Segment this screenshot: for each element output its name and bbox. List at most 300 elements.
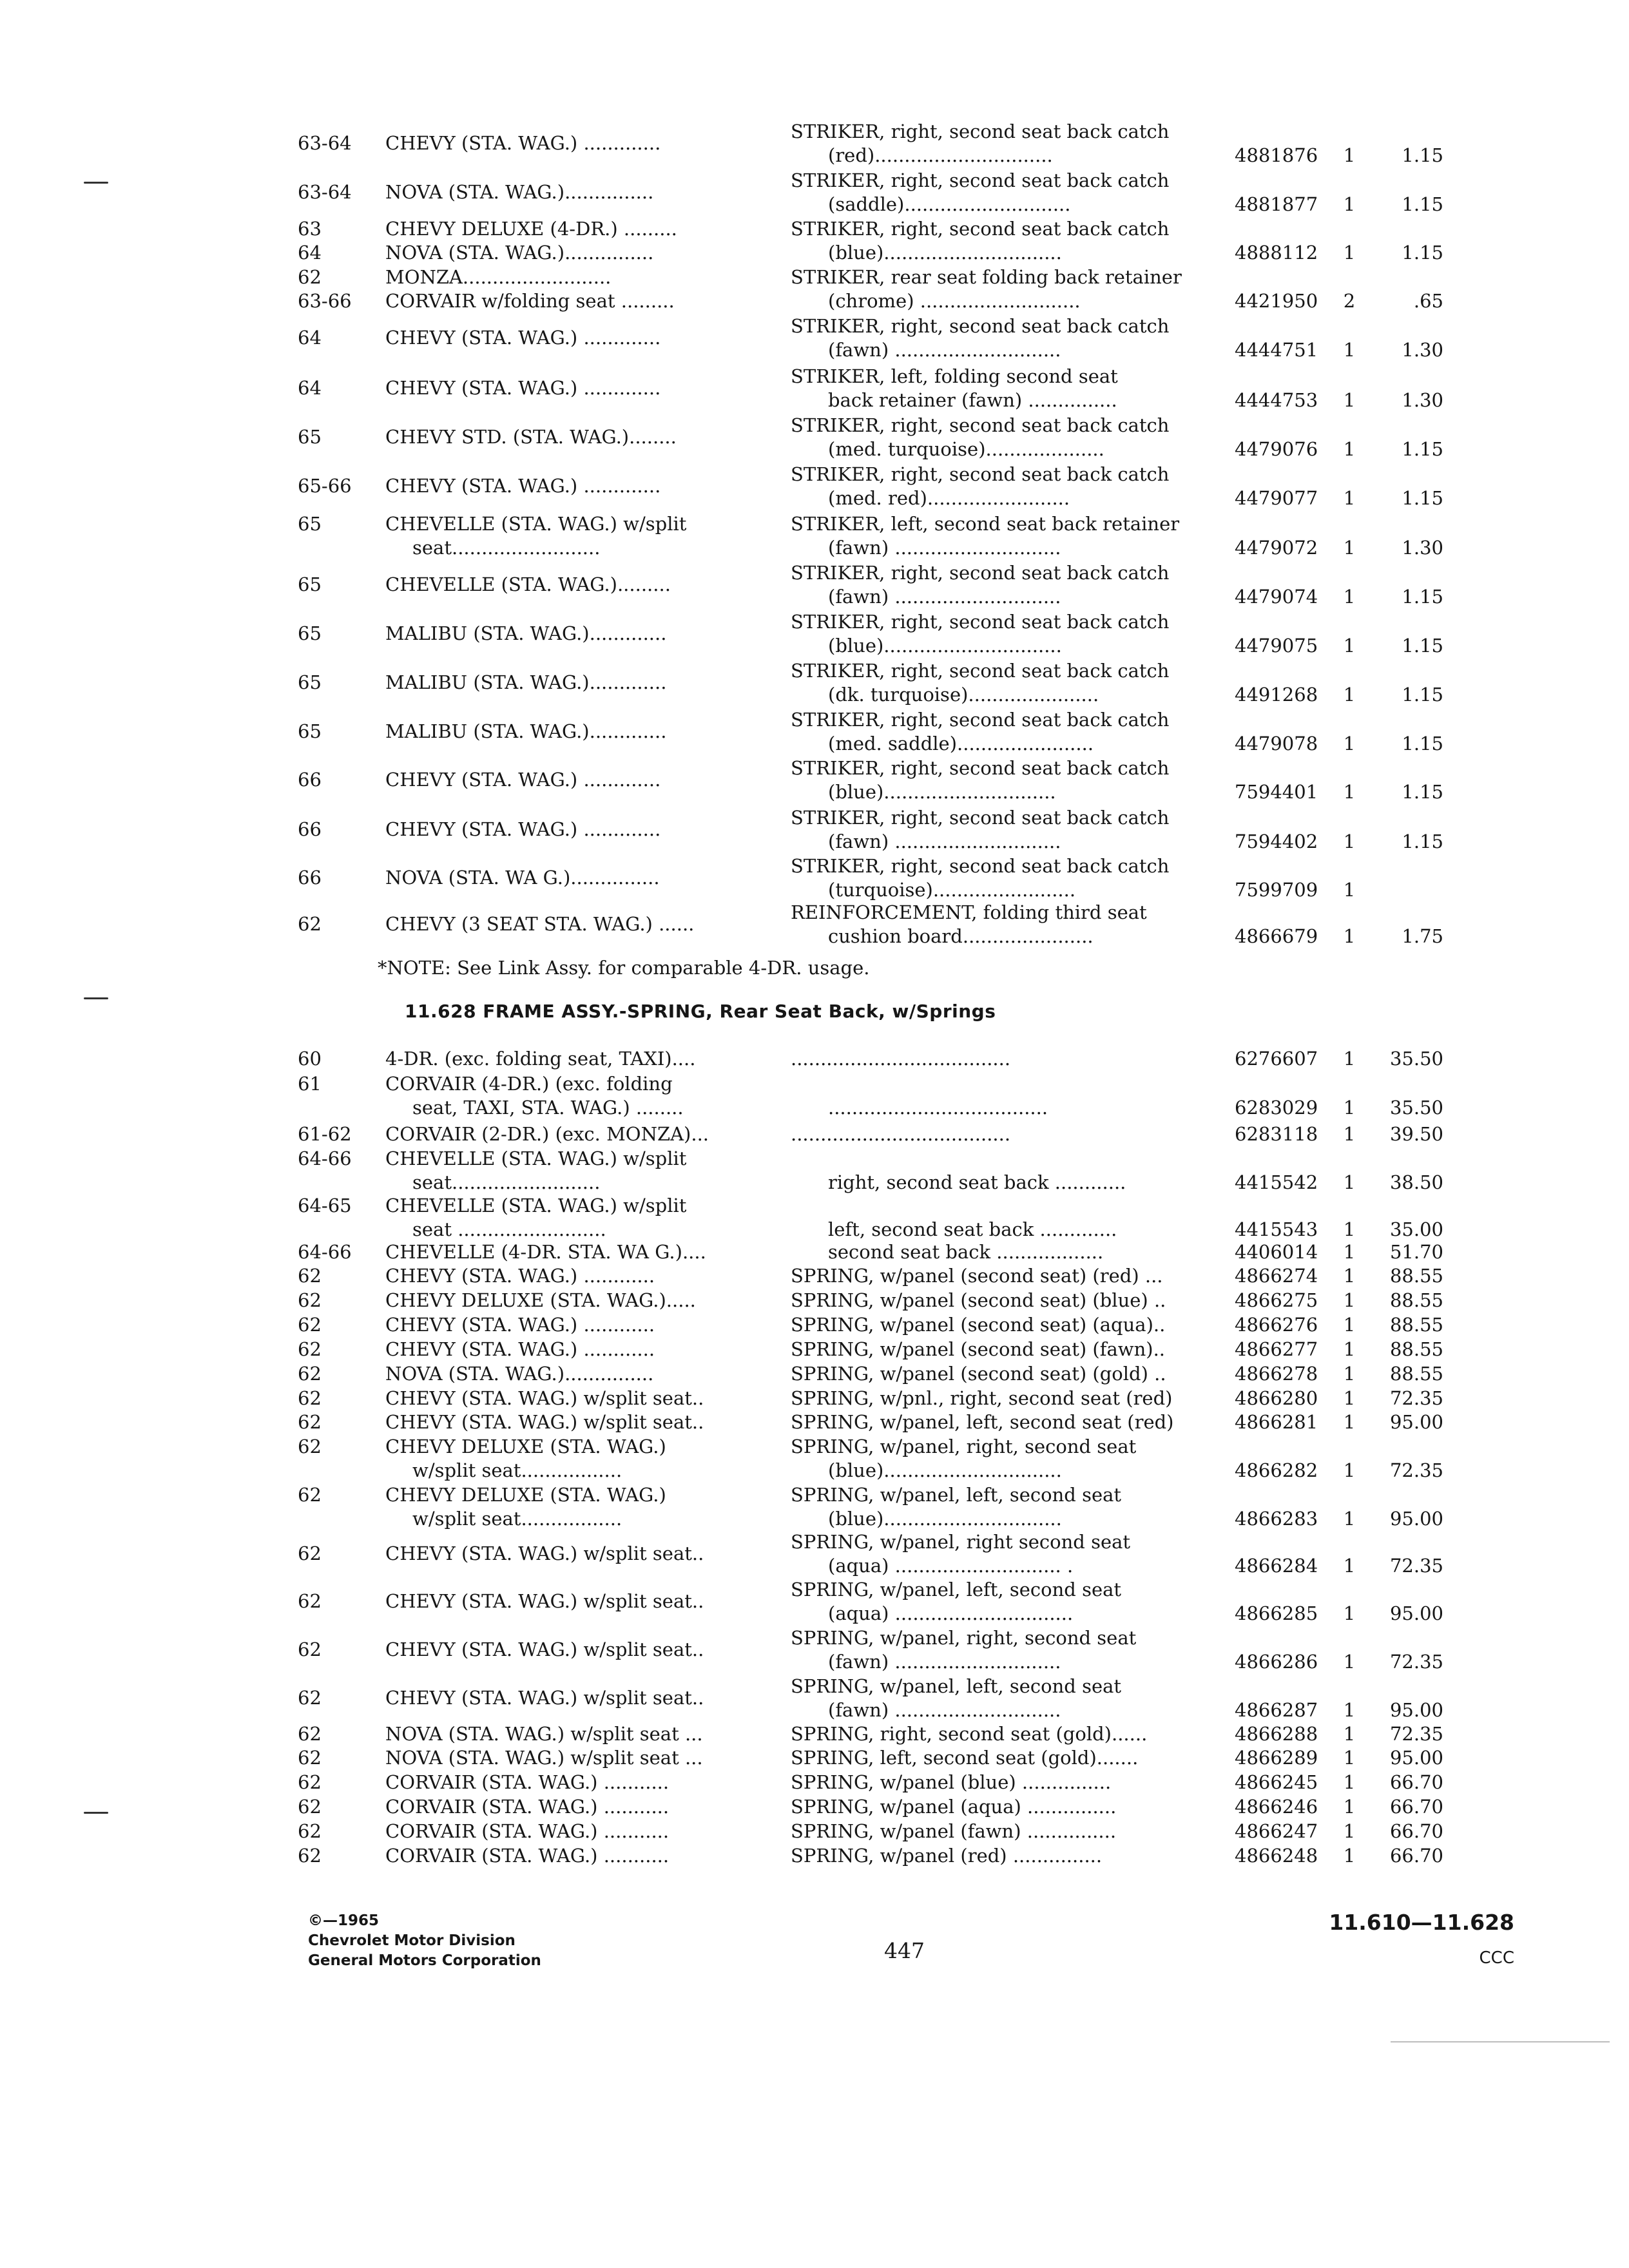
price: 72.35 xyxy=(1389,1387,1443,1409)
model-cell xyxy=(385,1072,754,1120)
year-value: 62 xyxy=(298,266,322,288)
model-cell xyxy=(385,573,754,597)
year-value: 62 xyxy=(298,1639,322,1660)
description-cell xyxy=(791,169,1210,216)
year-value: 62 xyxy=(298,1820,322,1842)
description-cell xyxy=(791,1530,1210,1578)
punch-mark xyxy=(84,1812,108,1814)
price: 88.55 xyxy=(1389,1265,1443,1287)
model-line: 4-DR. (exc. folding seat, TAXI).... xyxy=(385,1048,696,1070)
price: 1.15 xyxy=(1402,733,1443,754)
part-number: 4479074 xyxy=(1235,586,1318,608)
year-value: 63-64 xyxy=(298,181,352,203)
model-line: MALIBU (STA. WAG.)............. xyxy=(385,622,667,644)
description-cell xyxy=(791,1313,1210,1337)
quantity: 1 xyxy=(1343,1314,1356,1336)
description-cell xyxy=(791,1435,1210,1483)
model-line: CHEVY (STA. WAG.) ............ xyxy=(385,1265,655,1287)
part-number: 7594402 xyxy=(1235,831,1318,852)
year-value: 60 xyxy=(298,1048,322,1070)
price: 72.35 xyxy=(1389,1555,1443,1577)
description-line: (red).............................. xyxy=(828,144,1053,166)
price: 72.35 xyxy=(1389,1651,1443,1673)
model-cell xyxy=(385,1844,754,1868)
price: 51.70 xyxy=(1389,1241,1443,1263)
model-line: CHEVY (STA. WAG.) ............ xyxy=(385,1338,655,1360)
year-cell xyxy=(298,1746,322,1770)
description-line xyxy=(791,1147,1210,1171)
model-cell xyxy=(385,1435,754,1483)
description-line: second seat back .................. xyxy=(828,1241,1104,1263)
quantity: 1 xyxy=(1343,1602,1356,1624)
description-line: STRIKER, right, second seat back catch xyxy=(791,315,1170,337)
description-cell xyxy=(791,1338,1210,1361)
description-cell xyxy=(791,1722,1210,1746)
model-line: NOVA (STA. WAG.) w/split seat ... xyxy=(385,1747,703,1769)
description-cell xyxy=(791,854,1210,902)
year-value: 62 xyxy=(298,1289,322,1311)
part-number: 4866282 xyxy=(1235,1459,1318,1481)
corporation-text: General Motors Corporation xyxy=(308,1952,541,1969)
description-cell xyxy=(791,1626,1210,1674)
model-cell xyxy=(385,1722,754,1746)
part-number: 4866247 xyxy=(1235,1820,1318,1842)
part-number: 6276607 xyxy=(1235,1048,1318,1070)
year-value: 64-66 xyxy=(298,1148,352,1169)
model-cell xyxy=(385,1686,754,1710)
quantity: 1 xyxy=(1343,1338,1356,1360)
quantity: 1 xyxy=(1343,1699,1356,1721)
model-cell xyxy=(385,866,754,890)
price: 88.55 xyxy=(1389,1363,1443,1385)
model-line: CORVAIR (STA. WAG.) ........... xyxy=(385,1820,670,1842)
part-number: 4479078 xyxy=(1235,733,1318,754)
publisher-block xyxy=(308,1911,541,1971)
model-cell xyxy=(385,1771,754,1794)
quantity: 1 xyxy=(1343,586,1356,608)
description-cell xyxy=(791,1675,1210,1722)
description-cell xyxy=(791,217,1210,265)
model-line: CHEVY (STA. WAG.) ............. xyxy=(385,818,661,840)
year-cell xyxy=(298,1638,322,1662)
year-value: 64 xyxy=(298,242,322,264)
model-line: CHEVY DELUXE (STA. WAG.)..... xyxy=(385,1289,696,1311)
model-line: NOVA (STA. WA G.)............... xyxy=(385,867,660,889)
year-value: 62 xyxy=(298,1723,322,1745)
description-cell xyxy=(791,1194,1210,1242)
model-cell xyxy=(385,1795,754,1819)
description-line: SPRING, w/panel (second seat) (red) ... xyxy=(791,1265,1163,1287)
description-line: (saddle)............................ xyxy=(828,193,1071,215)
part-number: 4444751 xyxy=(1235,339,1318,361)
description-line: SPRING, left, second seat (gold)....... xyxy=(791,1747,1139,1769)
description-line: REINFORCEMENT, folding third seat xyxy=(791,901,1147,923)
model-cell xyxy=(385,1483,754,1531)
year-cell xyxy=(298,1072,322,1096)
quantity: 1 xyxy=(1343,1820,1356,1842)
model-cell xyxy=(385,1820,754,1843)
description-line: ..................................... xyxy=(791,1048,1011,1070)
punch-mark xyxy=(84,182,108,184)
price: 1.15 xyxy=(1402,586,1443,608)
year-cell xyxy=(298,818,322,841)
quantity: 1 xyxy=(1343,1771,1356,1793)
description-line: (aqua) ............................ . xyxy=(828,1555,1074,1577)
description-cell xyxy=(791,1483,1210,1531)
part-number: 6283118 xyxy=(1235,1123,1318,1145)
price: 88.55 xyxy=(1389,1314,1443,1336)
description-line: (fawn) ............................ xyxy=(828,1699,1061,1721)
year-cell xyxy=(298,1795,322,1819)
year-value: 62 xyxy=(298,1687,322,1709)
description-cell xyxy=(791,1122,1210,1146)
description-cell xyxy=(791,901,1210,948)
year-value: 65-66 xyxy=(298,475,352,497)
quantity: 1 xyxy=(1343,242,1356,264)
model-cell xyxy=(385,131,754,155)
description-line: (chrome) ........................... xyxy=(828,290,1081,312)
part-number: 4866288 xyxy=(1235,1723,1318,1745)
description-line: SPRING, w/panel (second seat) (aqua).. xyxy=(791,1314,1166,1336)
description-line: STRIKER, rear seat folding back retainer xyxy=(791,266,1182,288)
description-cell xyxy=(791,512,1210,560)
model-line: seat ......................... xyxy=(412,1218,606,1240)
model-line: CHEVY (STA. WAG.) w/split seat.. xyxy=(385,1411,704,1433)
description-line: (med. saddle)....................... xyxy=(828,733,1094,754)
description-line: STRIKER, left, folding second seat xyxy=(791,365,1118,387)
model-cell xyxy=(385,326,754,350)
year-value: 62 xyxy=(298,1845,322,1867)
part-number: 4421950 xyxy=(1235,290,1318,312)
page-number: 447 xyxy=(884,1938,925,1963)
model-cell xyxy=(385,1638,754,1662)
description-line: SPRING, w/panel (red) ............... xyxy=(791,1845,1103,1867)
price: 66.70 xyxy=(1389,1771,1443,1793)
description-line: STRIKER, right, second seat back catch xyxy=(791,218,1170,240)
model-cell xyxy=(385,671,754,695)
quantity: 1 xyxy=(1343,1508,1356,1530)
model-cell xyxy=(385,1590,754,1613)
quantity: 1 xyxy=(1343,1747,1356,1769)
model-line: CORVAIR (4-DR.) (exc. folding xyxy=(385,1073,673,1095)
description-line: STRIKER, right, second seat back catch xyxy=(791,414,1170,436)
part-number: 4881876 xyxy=(1235,144,1318,166)
part-number: 7599709 xyxy=(1235,879,1318,901)
price: 1.15 xyxy=(1402,781,1443,803)
model-cell xyxy=(385,1194,754,1242)
quantity: 1 xyxy=(1343,925,1356,947)
model-cell xyxy=(385,768,754,792)
quantity: 1 xyxy=(1343,879,1356,901)
year-value: 62 xyxy=(298,1771,322,1793)
description-line: (blue).............................. xyxy=(828,1508,1062,1530)
description-line: left, second seat back ............. xyxy=(828,1218,1117,1240)
model-line: NOVA (STA. WAG.)............... xyxy=(385,1363,654,1385)
year-value: 62 xyxy=(298,1484,322,1506)
description-line: (aqua) .............................. xyxy=(828,1602,1074,1624)
part-number: 4479077 xyxy=(1235,487,1318,509)
year-value: 63-66 xyxy=(298,290,352,312)
description-cell xyxy=(791,561,1210,609)
year-cell xyxy=(298,1483,322,1507)
year-value: 66 xyxy=(298,818,322,840)
year-cell xyxy=(298,131,352,155)
description-cell xyxy=(791,1072,1210,1120)
description-cell xyxy=(791,1147,1210,1195)
model-line: w/split seat................. xyxy=(412,1459,622,1481)
description-line: STRIKER, left, second seat back retainer xyxy=(791,513,1180,535)
model-line: CHEVELLE (4-DR. STA. WA G.).... xyxy=(385,1241,706,1263)
model-line: CHEVY (STA. WAG.) ............ xyxy=(385,1314,655,1336)
description-line: SPRING, w/panel (aqua) ............... xyxy=(791,1796,1117,1818)
model-cell xyxy=(385,425,754,449)
price: 95.00 xyxy=(1389,1747,1443,1769)
model-line: seat......................... xyxy=(412,1171,601,1193)
description-line: SPRING, w/panel, left, second seat xyxy=(791,1579,1122,1600)
model-cell xyxy=(385,1746,754,1770)
model-cell xyxy=(385,1313,754,1337)
price: 39.50 xyxy=(1389,1123,1443,1145)
year-cell xyxy=(298,912,322,936)
model-cell xyxy=(385,1047,754,1071)
description-line: (blue).............................. xyxy=(828,1459,1062,1481)
model-line: CHEVY (STA. WAG.) w/split seat.. xyxy=(385,1639,704,1660)
description-cell xyxy=(791,365,1210,412)
description-line: STRIKER, right, second seat back catch xyxy=(791,562,1170,584)
description-line: STRIKER, right, second seat back catch xyxy=(791,855,1170,877)
description-cell xyxy=(791,659,1210,707)
year-cell xyxy=(298,1313,322,1337)
description-line: back retainer (fawn) ............... xyxy=(828,389,1117,411)
part-number: 4866287 xyxy=(1235,1699,1318,1721)
part-number: 4866276 xyxy=(1235,1314,1318,1336)
quantity: 1 xyxy=(1343,1123,1356,1145)
description-cell xyxy=(791,414,1210,461)
year-cell xyxy=(298,573,322,597)
part-number: 4866248 xyxy=(1235,1845,1318,1867)
year-cell xyxy=(298,671,322,695)
description-line: ..................................... xyxy=(791,1123,1011,1145)
year-value: 62 xyxy=(298,1796,322,1818)
part-number: 4406014 xyxy=(1235,1241,1318,1263)
part-number: 4866289 xyxy=(1235,1747,1318,1769)
model-cell xyxy=(385,1542,754,1566)
description-line: (med. red)........................ xyxy=(828,487,1070,509)
quantity: 1 xyxy=(1343,1048,1356,1070)
year-cell xyxy=(298,1338,322,1361)
year-cell xyxy=(298,265,352,313)
quantity: 1 xyxy=(1343,1171,1356,1193)
description-cell xyxy=(791,1844,1210,1868)
part-number: 4866274 xyxy=(1235,1265,1318,1287)
description-cell xyxy=(791,1746,1210,1770)
description-line: SPRING, w/panel (fawn) ............... xyxy=(791,1820,1117,1842)
description-line: SPRING, w/panel (second seat) (fawn).. xyxy=(791,1338,1166,1360)
year-value: 62 xyxy=(298,1363,322,1385)
year-cell xyxy=(298,1240,352,1264)
description-cell xyxy=(791,265,1210,313)
year-value: 65 xyxy=(298,671,322,693)
quantity: 1 xyxy=(1343,1265,1356,1287)
description-line: STRIKER, right, second seat back catch xyxy=(791,807,1170,829)
part-number: 4866284 xyxy=(1235,1555,1318,1577)
part-number: 4866281 xyxy=(1235,1411,1318,1433)
year-cell xyxy=(298,1722,322,1746)
quantity: 1 xyxy=(1343,193,1356,215)
punch-mark xyxy=(84,997,108,999)
part-number: 4479076 xyxy=(1235,438,1318,460)
year-cell xyxy=(298,1844,322,1868)
year-cell xyxy=(298,1147,352,1171)
year-cell xyxy=(298,768,322,792)
year-cell xyxy=(298,1122,352,1146)
price: 1.15 xyxy=(1402,684,1443,706)
model-cell xyxy=(385,474,754,498)
part-number: 4866286 xyxy=(1235,1651,1318,1673)
year-cell xyxy=(298,512,322,536)
year-cell xyxy=(298,1820,322,1843)
model-line: CHEVY (STA. WAG.) ............. xyxy=(385,377,661,399)
price: .65 xyxy=(1413,290,1443,312)
year-value: 61 xyxy=(298,1073,322,1095)
year-cell xyxy=(298,1047,322,1071)
price: 66.70 xyxy=(1389,1845,1443,1867)
price: 38.50 xyxy=(1389,1171,1443,1193)
quantity: 1 xyxy=(1343,1218,1356,1240)
description-cell xyxy=(791,120,1210,168)
description-cell xyxy=(791,806,1210,854)
year-value: 62 xyxy=(298,1338,322,1360)
quantity: 1 xyxy=(1343,537,1356,559)
price: 66.70 xyxy=(1389,1820,1443,1842)
part-number: 4415542 xyxy=(1235,1171,1318,1193)
part-number: 4415543 xyxy=(1235,1218,1318,1240)
quantity: 1 xyxy=(1343,1097,1356,1119)
model-line: CHEVELLE (STA. WAG.) w/split xyxy=(385,513,687,535)
model-cell xyxy=(385,1122,754,1146)
year-cell xyxy=(298,1435,322,1459)
model-line: CHEVY (STA. WAG.) ............. xyxy=(385,327,661,349)
quantity: 1 xyxy=(1343,1796,1356,1818)
price: 95.00 xyxy=(1389,1602,1443,1624)
year-value: 63 xyxy=(298,218,322,240)
description-line: (fawn) ............................ xyxy=(828,586,1061,608)
section-title: 11.628 FRAME ASSY.-SPRING, Rear Seat Back, w/Springs xyxy=(405,1001,996,1022)
copyright-text: ©—1965 xyxy=(308,1912,380,1929)
description-cell xyxy=(791,1820,1210,1843)
price: 1.15 xyxy=(1402,831,1443,852)
price: 66.70 xyxy=(1389,1796,1443,1818)
quantity: 1 xyxy=(1343,389,1356,411)
year-value: 62 xyxy=(298,1314,322,1336)
part-number: 4866245 xyxy=(1235,1771,1318,1793)
quantity: 1 xyxy=(1343,1723,1356,1745)
quantity: 1 xyxy=(1343,1845,1356,1867)
year-cell xyxy=(298,1771,322,1794)
model-line: seat, TAXI, STA. WAG.) ........ xyxy=(412,1097,684,1119)
model-line: CORVAIR w/folding seat ......... xyxy=(385,290,675,312)
year-cell xyxy=(298,425,322,449)
part-number: 4479072 xyxy=(1235,537,1318,559)
year-cell xyxy=(298,1194,352,1218)
year-cell xyxy=(298,180,352,204)
model-line: CORVAIR (STA. WAG.) ........... xyxy=(385,1771,670,1793)
model-line: MONZA......................... xyxy=(385,266,612,288)
part-number: 4866246 xyxy=(1235,1796,1318,1818)
model-line: CORVAIR (STA. WAG.) ........... xyxy=(385,1796,670,1818)
part-number: 4491268 xyxy=(1235,684,1318,706)
bottom-rule xyxy=(1391,2041,1610,2042)
description-line: STRIKER, right, second seat back catch xyxy=(791,757,1170,779)
year-value: 62 xyxy=(298,1436,322,1457)
model-cell xyxy=(385,180,754,204)
price: 1.30 xyxy=(1402,537,1443,559)
description-cell xyxy=(791,610,1210,658)
price: 88.55 xyxy=(1389,1338,1443,1360)
model-line: CHEVELLE (STA. WAG.)......... xyxy=(385,573,671,595)
part-number: 4866283 xyxy=(1235,1508,1318,1530)
model-line: CHEVY STD. (STA. WAG.)........ xyxy=(385,426,677,448)
quantity: 1 xyxy=(1343,684,1356,706)
model-cell xyxy=(385,1289,754,1312)
description-cell xyxy=(791,1240,1210,1264)
price: 88.55 xyxy=(1389,1289,1443,1311)
price: 1.15 xyxy=(1402,438,1443,460)
description-cell xyxy=(791,1047,1210,1071)
model-line: CHEVY (STA. WAG.) w/split seat.. xyxy=(385,1687,704,1709)
quantity: 1 xyxy=(1343,733,1356,754)
price: 1.75 xyxy=(1402,925,1443,947)
quantity: 1 xyxy=(1343,1241,1356,1263)
description-line: SPRING, right, second seat (gold)...... xyxy=(791,1723,1148,1745)
quantity: 1 xyxy=(1343,1363,1356,1385)
model-cell xyxy=(385,1362,754,1386)
model-line: NOVA (STA. WAG.) w/split seat ... xyxy=(385,1723,703,1745)
description-cell xyxy=(791,708,1210,756)
year-value: 65 xyxy=(298,720,322,742)
part-number: 4888112 xyxy=(1235,242,1318,264)
price: 35.50 xyxy=(1389,1097,1443,1119)
model-cell xyxy=(385,1147,754,1195)
price: 1.15 xyxy=(1402,144,1443,166)
model-cell xyxy=(385,720,754,744)
model-line: MALIBU (STA. WAG.)............. xyxy=(385,671,667,693)
quantity: 1 xyxy=(1343,781,1356,803)
price: 72.35 xyxy=(1389,1723,1443,1745)
quantity: 1 xyxy=(1343,831,1356,852)
part-number: 4866278 xyxy=(1235,1363,1318,1385)
model-cell xyxy=(385,818,754,841)
quantity: 1 xyxy=(1343,1387,1356,1409)
year-value: 62 xyxy=(298,1747,322,1769)
description-line: SPRING, w/panel, left, second seat (red) xyxy=(791,1411,1174,1433)
price: 35.50 xyxy=(1389,1048,1443,1070)
model-line: CHEVELLE (STA. WAG.) w/split xyxy=(385,1148,687,1169)
quantity: 1 xyxy=(1343,635,1356,657)
description-line: (blue)............................. xyxy=(828,781,1056,803)
quantity: 1 xyxy=(1343,339,1356,361)
description-cell xyxy=(791,1362,1210,1386)
model-cell xyxy=(385,1338,754,1361)
description-line: SPRING, w/panel (second seat) (gold) .. xyxy=(791,1363,1166,1385)
part-number: 4881877 xyxy=(1235,193,1318,215)
model-cell xyxy=(385,512,754,560)
description-cell xyxy=(791,756,1210,804)
model-line: NOVA (STA. WAG.)............... xyxy=(385,242,654,264)
description-line: STRIKER, right, second seat back catch xyxy=(791,463,1170,485)
description-line xyxy=(791,1194,1210,1218)
description-cell xyxy=(791,1289,1210,1312)
